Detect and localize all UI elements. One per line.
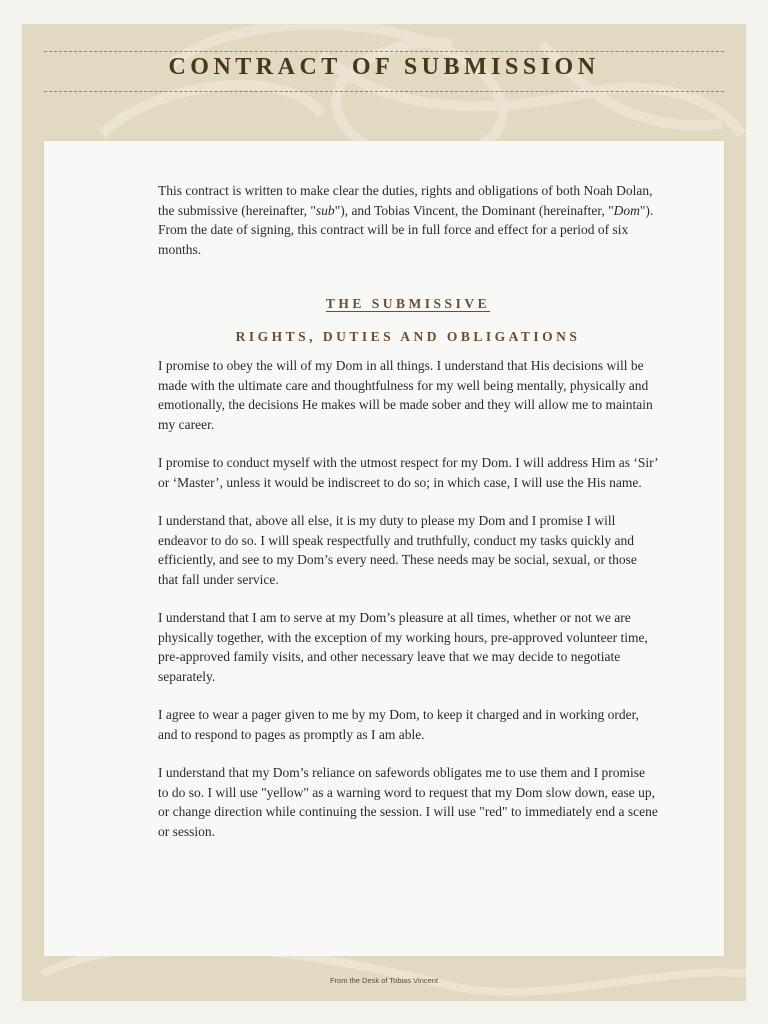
section-subtitle: RIGHTS, DUTIES AND OBLIGATIONS: [235, 328, 581, 344]
document-title: CONTRACT OF SUBMISSION: [168, 54, 600, 80]
footer-signature-line: From the Desk of Tobias Vincent: [329, 976, 439, 985]
section-title: THE SUBMISSIVE: [325, 296, 491, 311]
intro-text-2: "), and Tobias Vincent, the Dominant (hereinafter, ": [334, 202, 614, 218]
contract-paper: [44, 141, 724, 956]
header-rule-top: [44, 51, 724, 52]
intro-paragraph: [158, 181, 658, 259]
intro-text-1: This contract is written to make clear the duties, rights and obligations of both Noah Dolan, the submissive (hereinafter, ": [158, 183, 653, 218]
clause-paragraph: I promise to obey the will of my Dom in all things. I understand that His decisions will be made with the ultimate care and thoughtfulness for my well being mentally, physically and emotionally, the decisions He makes will be made sober and they will allow me to maintain my career.: [158, 358, 653, 432]
clause-paragraph: I understand that my Dom’s reliance on safewords obligates me to use them and I promise to do so. I will use "yellow" as a warning word to request that my Dom slow down, ease up, or change direction while continuing the session. I will use "red" to immediately end a scene or session.: [158, 765, 658, 839]
header-rule-bottom: [44, 91, 724, 92]
intro-dom-term: Dom: [613, 202, 640, 218]
intro-text-3: "). From the date of signing, this contract will be in full force and effect for a period of six months.: [158, 202, 654, 257]
document-frame: [22, 24, 746, 1001]
contract-body: [158, 181, 658, 860]
clause-paragraph: I promise to conduct myself with the utmost respect for my Dom. I will address Him as ‘Sir’ or ‘Master’, unless it would be indiscreet to do so; in which case, I will use the His name.: [158, 455, 658, 490]
clause-paragraph: I agree to wear a pager given to me by my Dom, to keep it charged and in working order, and to respond to pages as promptly as I am able.: [158, 707, 639, 742]
intro-sub-term: sub: [315, 202, 335, 218]
clause-paragraph: I understand that I am to serve at my Dom’s pleasure at all times, whether or not we are physically together, with the exception of my working hours, pre-approved volunteer time, pre-approved family visits, and other necessary leave that we may decide to negotiate separately.: [158, 610, 648, 684]
clause-paragraph: I understand that, above all else, it is my duty to please my Dom and I promise I will endeavor to do so. I will speak respectfully and truthfully, conduct my tasks quickly and efficiently, and see to my Dom’s every need. These needs may be social, sexual, or those that fall under service.: [158, 513, 637, 587]
